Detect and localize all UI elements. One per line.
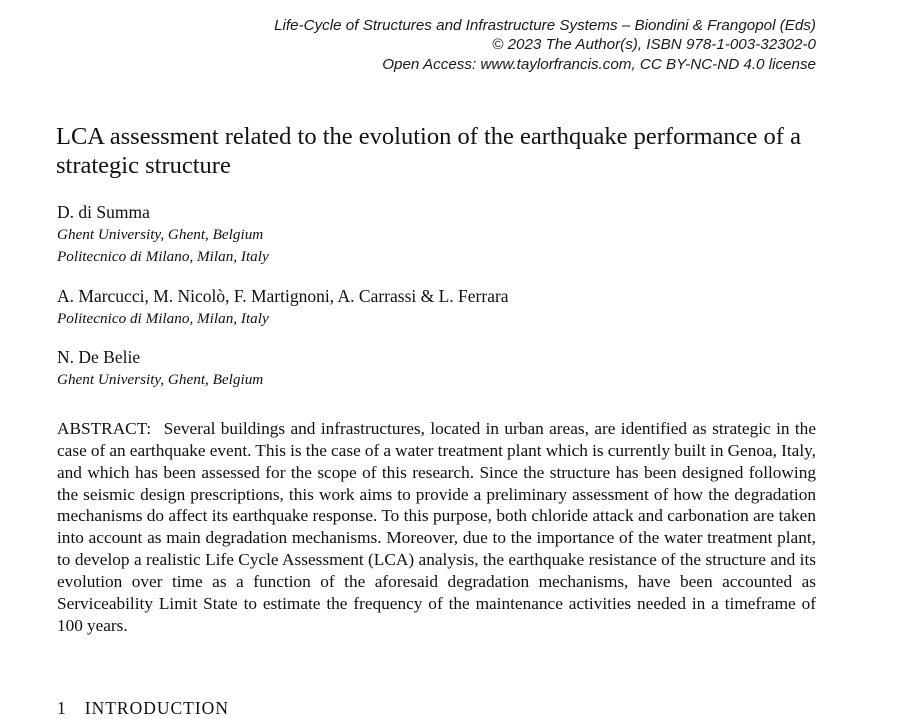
affiliation: Ghent University, Ghent, Belgium <box>57 226 264 243</box>
affiliation: Politecnico di Milano, Milan, Italy <box>57 310 269 327</box>
section-number: 1 <box>57 698 67 718</box>
author-group <box>57 285 817 330</box>
author-group <box>57 346 817 391</box>
author-names: A. Marcucci, M. Nicolò, F. Martignoni, A. Carrassi & L. Ferrara <box>57 286 509 306</box>
copyright-isbn: © 2023 The Author(s), ISBN 978-1-003-32302-0 <box>492 36 816 54</box>
section-heading <box>57 697 229 719</box>
author-names: D. di Summa <box>57 202 150 222</box>
author-names: N. De Belie <box>57 347 141 367</box>
book-header <box>274 16 816 74</box>
book-citation: Life-Cycle of Structures and Infrastructure Systems – Biondini & Frangopol (Eds) <box>274 17 816 34</box>
author-group <box>57 201 817 267</box>
abstract <box>57 418 816 636</box>
abstract-label: ABSTRACT: <box>57 419 152 438</box>
open-access-license: Open Access: www.taylorfrancis.com, CC BY-NC-ND 4.0 license <box>382 55 816 73</box>
affiliation: Politecnico di Milano, Milan, Italy <box>57 247 269 265</box>
affiliation: Ghent University, Ghent, Belgium <box>57 371 264 388</box>
paper-title: LCA assessment related to the evolution of the earthquake performance of a strategic structure <box>56 123 801 179</box>
abstract-text: Several buildings and infrastructures, located in urban areas, are identified as strategic in the case of an earthquake event. This is the case of a water treatment plant which is currently built in Genoa, Italy, and which has been assessed for the scope of this research. Since the structure has been designed following the seismic design prescriptions, this work aims to provide a preliminary assessment of how the degradation mechanisms do affect its earthquake response. To this purpose, both chloride attack and carbonation are taken into account as main degradation mechanisms. Moreover, due to the importance of the water treatment plant, to develop a realistic Life Cycle Assessment (LCA) analysis, the earthquake resistance of the structure and its evolution over time as a function of the aforesaid degradation mechanisms, have been accounted as Serviceability Limit State to estimate the frequency of the maintenance activities needed in a timeframe of 100 years. <box>57 419 816 635</box>
section-title: INTRODUCTION <box>84 698 229 718</box>
